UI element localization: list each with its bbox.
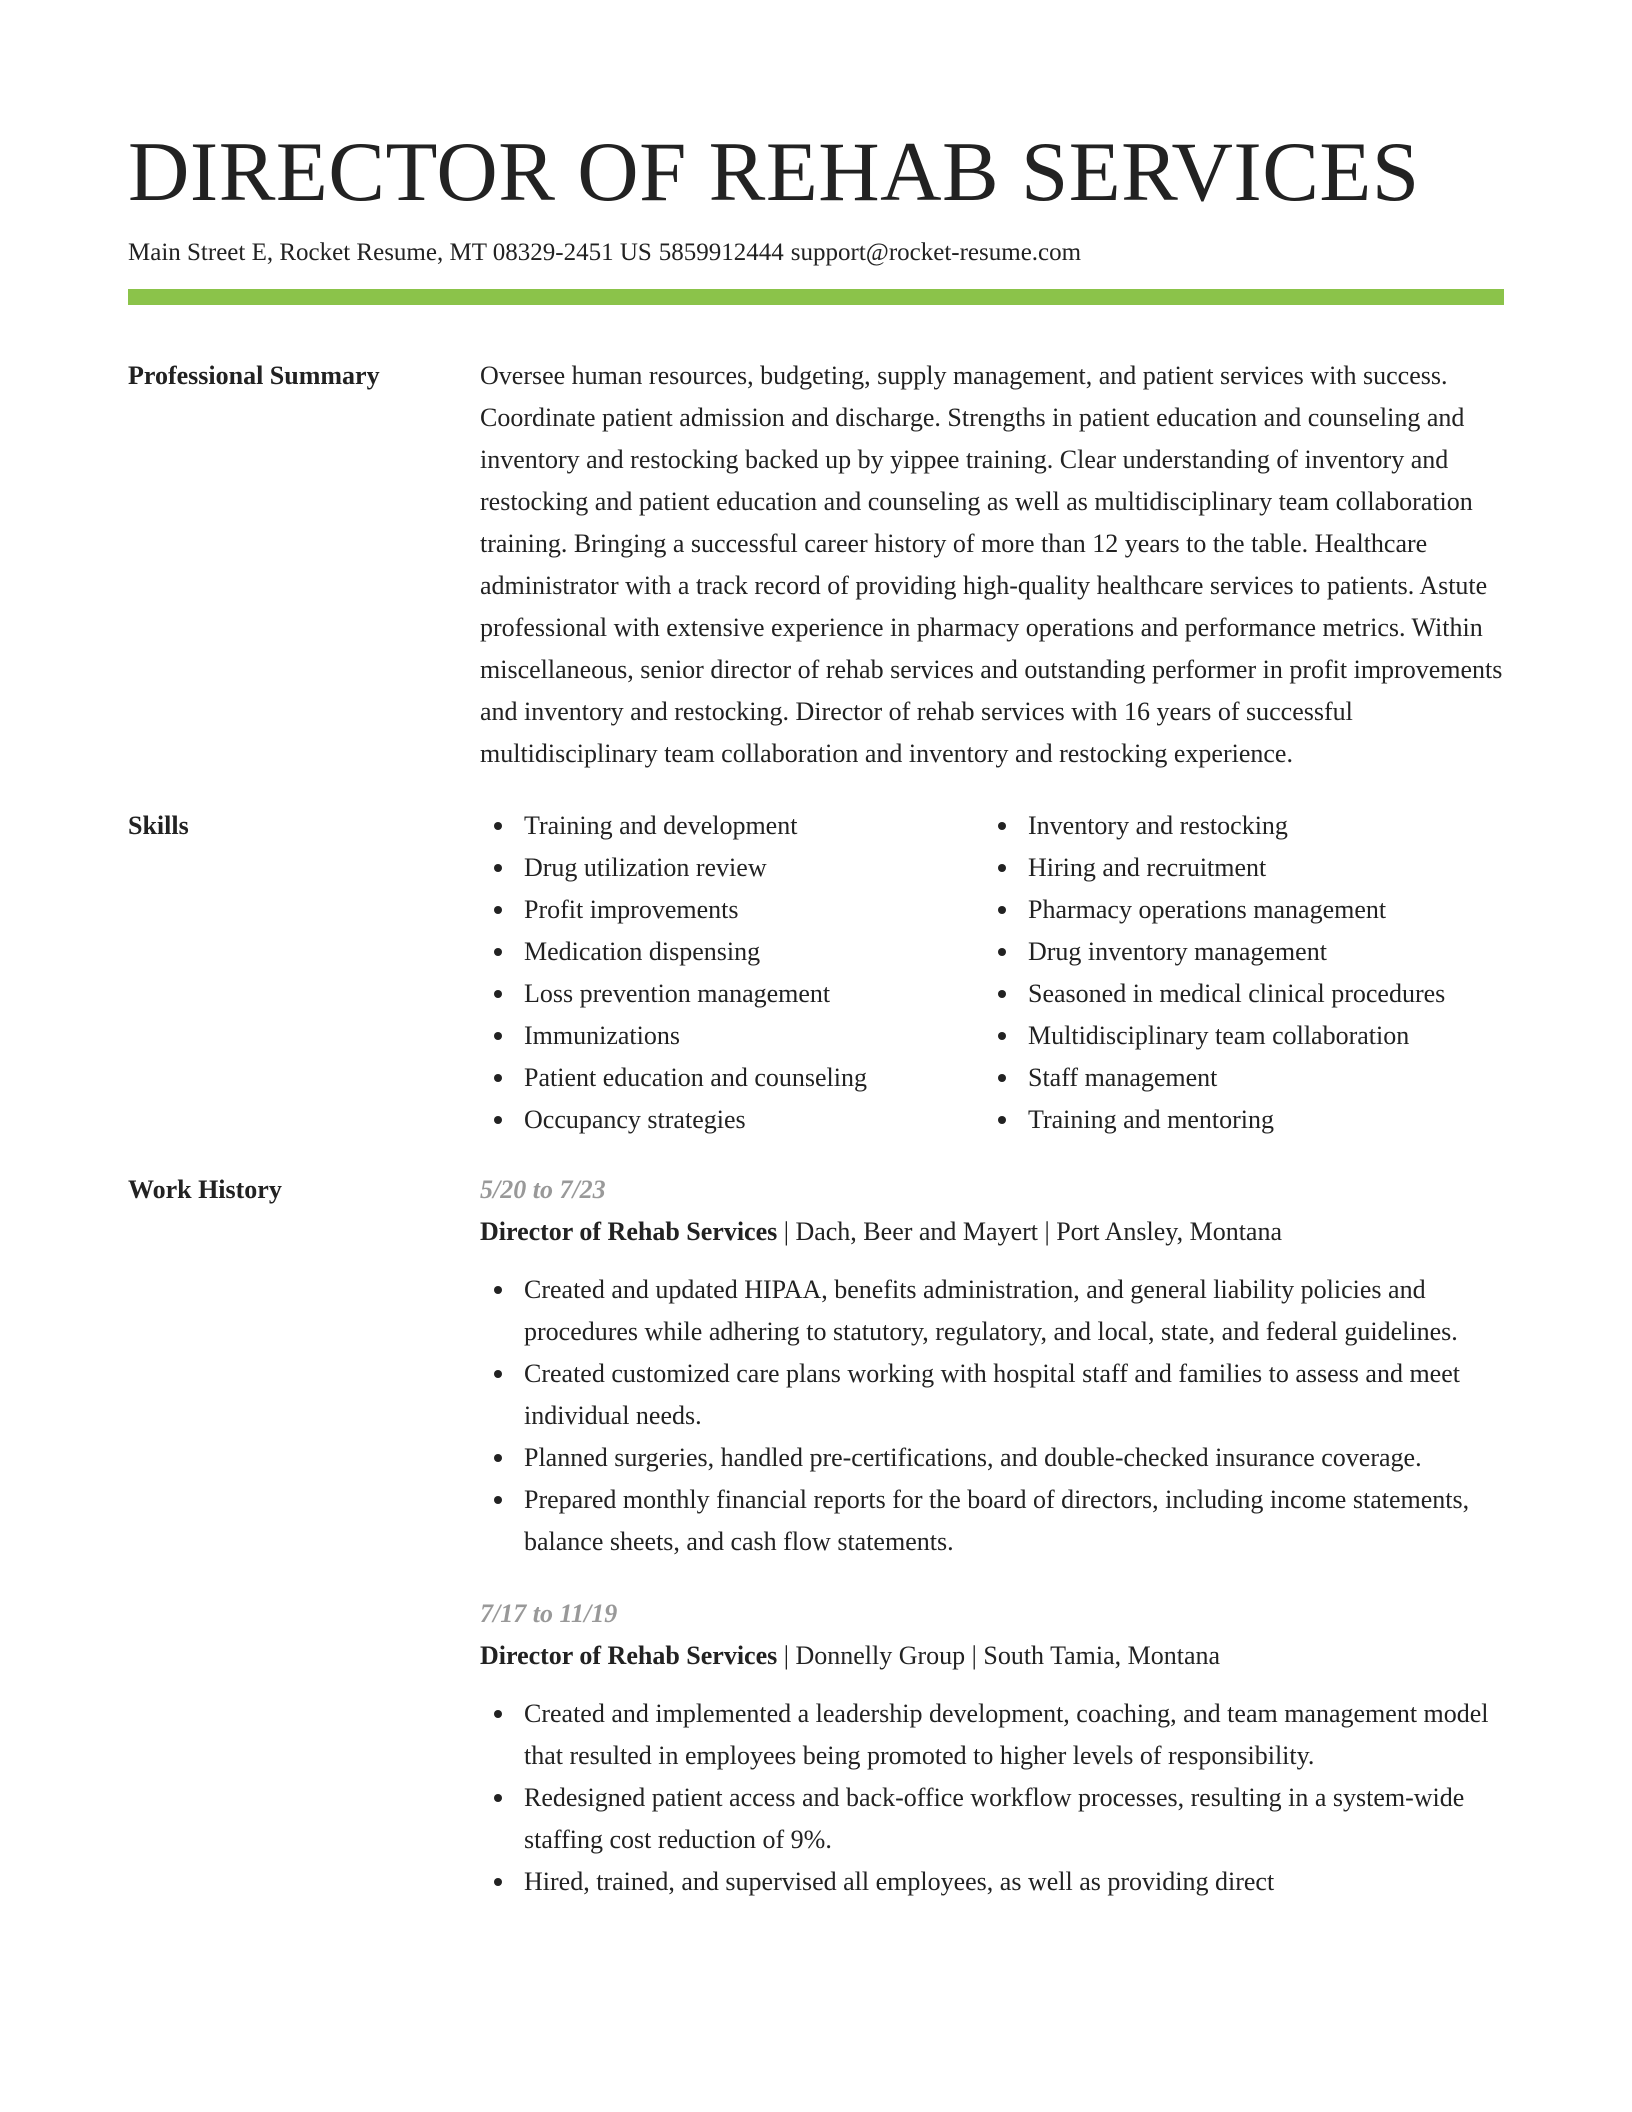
job-bullet: Redesigned patient access and back-office workflow processes, resulting in a system-wide staffing cost reduction of 9%.	[480, 1777, 1504, 1861]
job-dates: 5/20 to 7/23	[480, 1175, 606, 1204]
skill-item: Staff management	[984, 1057, 1488, 1099]
job-employer-location: | Dach, Beer and Mayert | Port Ansley, Montana	[777, 1217, 1283, 1246]
work-history-heading: Work History	[128, 1175, 282, 1204]
job-employer-location: | Donnelly Group | South Tamia, Montana	[777, 1641, 1221, 1670]
accent-divider	[128, 289, 1504, 305]
job-bullet: Created and implemented a leadership development, coaching, and team management model that resulted in employees being promoted to higher levels of responsibility.	[480, 1693, 1504, 1777]
job-bullets	[480, 1269, 1504, 1563]
skills-right-column	[984, 805, 1488, 1141]
skill-item: Inventory and restocking	[984, 805, 1488, 847]
job-bullet: Prepared monthly financial reports for the board of directors, including income statements, balance sheets, and cash flow statements.	[480, 1479, 1504, 1563]
skill-item: Medication dispensing	[480, 931, 984, 973]
skill-item: Loss prevention management	[480, 973, 984, 1015]
job-bullet: Hired, trained, and supervised all employees, as well as providing direct	[480, 1861, 1504, 1903]
skill-item: Multidisciplinary team collaboration	[984, 1015, 1488, 1057]
job-bullet: Planned surgeries, handled pre-certifications, and double-checked insurance coverage.	[480, 1437, 1504, 1479]
skill-item: Training and development	[480, 805, 984, 847]
job-heading	[480, 1635, 1504, 1677]
skills-heading: Skills	[128, 811, 189, 840]
skill-item: Drug inventory management	[984, 931, 1488, 973]
summary-text: Oversee human resources, budgeting, supply management, and patient services with success. Coordinate patient admission and discharge. Strengths in patient education and counseling and inventory and restocking backed up by yippee training. Clear understanding of inventory and restocking and patient education and counseling as well as multidisciplinary team collaboration training. Bringing a successful career history of more than 12 years to the table. Healthcare administrator with a track record of providing high-quality healthcare services to patients. Astute professional with extensive experience in pharmacy operations and performance metrics. Within miscellaneous, senior director of rehab services and outstanding performer in profit improvements and inventory and restocking. Director of rehab services with 16 years of successful multidisciplinary team collaboration and inventory and restocking experience.	[480, 361, 1503, 768]
skill-item: Profit improvements	[480, 889, 984, 931]
skill-item: Pharmacy operations management	[984, 889, 1488, 931]
contact-address: Main Street E, Rocket Resume, MT 08329-2451 US	[128, 239, 652, 266]
skill-item: Immunizations	[480, 1015, 984, 1057]
job-bullet: Created and updated HIPAA, benefits administration, and general liability policies and procedures while adhering to statutory, regulatory, and local, state, and federal guidelines.	[480, 1269, 1504, 1353]
skill-item: Training and mentoring	[984, 1099, 1488, 1141]
resume-name: DIRECTOR OF REHAB SERVICES	[128, 125, 1420, 219]
job-dates: 7/17 to 11/19	[480, 1599, 618, 1628]
skill-item: Hiring and recruitment	[984, 847, 1488, 889]
resume-page	[128, 118, 1504, 1933]
job-bullet: Created customized care plans working with hospital staff and families to assess and meet individual needs.	[480, 1353, 1504, 1437]
contact-line	[128, 236, 1504, 270]
skill-item: Patient education and counseling	[480, 1057, 984, 1099]
work-history-section	[128, 1169, 1504, 1933]
job-title: Director of Rehab Services	[480, 1641, 778, 1670]
job-title: Director of Rehab Services	[480, 1217, 778, 1246]
skills-section	[128, 805, 1504, 1141]
summary-section	[128, 355, 1504, 775]
job-entry	[480, 1169, 1504, 1563]
contact-email: support@rocket-resume.com	[790, 239, 1082, 266]
summary-heading: Professional Summary	[128, 361, 380, 390]
job-heading	[480, 1211, 1504, 1253]
skill-item: Seasoned in medical clinical procedures	[984, 973, 1488, 1015]
job-bullets	[480, 1693, 1504, 1903]
skill-item: Occupancy strategies	[480, 1099, 984, 1141]
skill-item: Drug utilization review	[480, 847, 984, 889]
skills-left-column	[480, 805, 984, 1141]
job-entry	[480, 1593, 1504, 1903]
contact-phone: 5859912444	[658, 239, 784, 266]
